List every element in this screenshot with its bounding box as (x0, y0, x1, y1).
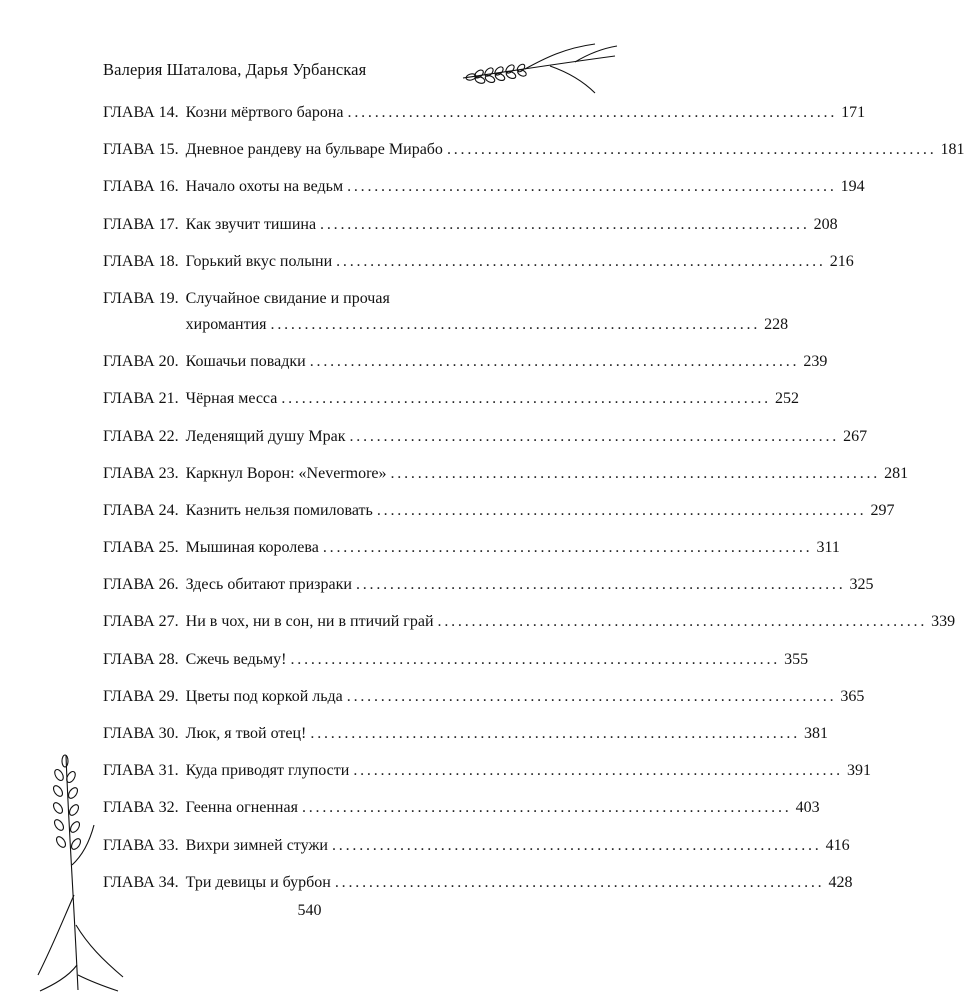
page-ref: 416 (825, 836, 850, 854)
chapter-title: Как звучит тишина (185, 215, 317, 233)
page-ref: 171 (841, 104, 866, 121)
dot-leader: ........................................................................ (332, 836, 822, 854)
lavender-sprig-icon (455, 38, 620, 98)
chapter-title: Чёрная месса (185, 390, 278, 408)
dot-leader: ........................................................................ (346, 687, 837, 705)
page-ref: 239 (803, 353, 828, 371)
page-ref: 267 (843, 427, 868, 445)
page-ref: 281 (884, 464, 909, 482)
dot-leader: ........................................................................ (334, 873, 825, 891)
chapter-title: Вихри зимней стужи (185, 836, 328, 854)
chapter-title: Здесь обитают призраки (185, 576, 352, 594)
chapter-number: ГЛАВА 15. (103, 141, 179, 159)
toc-entry[interactable] (103, 137, 965, 163)
toc-entry[interactable] (103, 212, 838, 238)
dot-leader: ........................................................................ (376, 501, 867, 519)
chapter-title: Начало охоты на ведьм (185, 178, 344, 196)
page-ref: 228 (764, 315, 789, 333)
page-ref: 252 (774, 390, 799, 408)
page-ref: 365 (840, 687, 865, 705)
toc-entry[interactable] (103, 249, 854, 275)
chapter-number: ГЛАВА 24. (103, 501, 179, 519)
dot-leader: ........................................................................ (347, 104, 838, 121)
chapter-number: ГЛАВА 19. (103, 289, 179, 307)
dot-leader: ........................................................................ (355, 576, 846, 594)
page-ref: 216 (829, 252, 854, 270)
page-ref: 355 (784, 650, 809, 668)
chapter-number: ГЛАВА 20. (103, 353, 179, 371)
chapter-number: ГЛАВА 27. (103, 613, 179, 631)
dot-leader: ........................................................................ (281, 390, 771, 408)
chapter-title: Казнить нельзя помиловать (185, 501, 373, 519)
toc-entry[interactable] (103, 647, 809, 673)
toc-entry[interactable] (103, 498, 895, 524)
toc-entry[interactable] (103, 535, 840, 561)
dot-leader: ........................................................................ (437, 613, 928, 631)
chapter-title: Козни мёртвого барона (185, 104, 344, 121)
chapter-number: ГЛАВА 33. (103, 836, 179, 854)
lavender-sprig-icon (28, 745, 128, 995)
chapter-title: Леденящий душу Мрак (185, 427, 346, 445)
chapter-number: ГЛАВА 28. (103, 650, 179, 668)
page-ref: 181 (940, 141, 965, 159)
toc-entry[interactable] (103, 833, 850, 859)
chapter-title: Цветы под коркой льда (185, 687, 343, 705)
page-number-footer (0, 902, 619, 920)
toc-entry[interactable] (103, 100, 866, 126)
chapter-title: Куда приводят глупости (185, 762, 350, 780)
dot-leader: ........................................................................ (310, 725, 800, 742)
chapter-title: Случайное свидание и прочая (185, 289, 390, 307)
toc-entry[interactable] (103, 609, 956, 635)
header-authors: Валерия Шаталова, Дарья Урбанская (103, 60, 367, 79)
dot-leader: ........................................................................ (290, 650, 781, 668)
chapter-title: Сжечь ведьму! (185, 650, 287, 668)
chapter-title: Кошачьи повадки (185, 353, 306, 371)
dot-leader: ........................................................................ (270, 315, 761, 333)
dot-leader: ........................................................................ (309, 353, 800, 371)
dot-leader: ........................................................................ (320, 215, 810, 233)
chapter-number: ГЛАВА 26. (103, 576, 179, 594)
page-ref: 297 (870, 501, 895, 519)
chapter-number: ГЛАВА 31. (103, 762, 179, 780)
chapter-title: Ни в чох, ни в сон, ни в птичий грай (185, 613, 434, 631)
dot-leader: ........................................................................ (347, 178, 837, 196)
chapter-title: Каркнул Ворон: «Nevermore» (185, 464, 387, 482)
toc-entry[interactable] (103, 174, 865, 200)
toc-entry[interactable] (103, 721, 828, 747)
chapter-number: ГЛАВА 21. (103, 390, 179, 408)
toc-entry[interactable] (103, 758, 871, 784)
toc-entry[interactable] (103, 386, 799, 412)
chapter-title-continued: хиромантия (185, 315, 267, 333)
toc-entry[interactable] (103, 870, 853, 896)
dot-leader: ........................................................................ (336, 252, 826, 270)
table-of-contents (103, 100, 965, 907)
chapter-title: Три девицы и бурбон (185, 873, 331, 891)
chapter-number: ГЛАВА 16. (103, 178, 179, 196)
chapter-number: ГЛАВА 22. (103, 427, 179, 445)
dot-leader: ........................................................................ (353, 762, 843, 780)
page-ref: 194 (840, 178, 865, 196)
page-ref: 428 (828, 873, 853, 891)
dot-leader: ........................................................................ (390, 464, 881, 482)
chapter-number: ГЛАВА 23. (103, 464, 179, 482)
toc-entry[interactable] (103, 795, 820, 821)
toc-entry[interactable] (103, 572, 874, 598)
chapter-number: ГЛАВА 30. (103, 725, 179, 742)
dot-leader: ........................................................................ (446, 141, 937, 159)
chapter-number: ГЛАВА 29. (103, 687, 179, 705)
dot-leader: ........................................................................ (301, 799, 792, 817)
toc-entry[interactable] (103, 286, 789, 338)
chapter-number: ГЛАВА 17. (103, 215, 179, 233)
toc-entry[interactable] (103, 461, 909, 487)
running-header (103, 60, 366, 80)
page-ref: 381 (804, 725, 828, 742)
page-ref: 325 (849, 576, 874, 594)
chapter-number: ГЛАВА 34. (103, 873, 179, 891)
page-number: 540 (297, 902, 322, 919)
page-ref: 311 (816, 539, 840, 557)
page-ref: 339 (931, 613, 956, 631)
dot-leader: ........................................................................ (349, 427, 840, 445)
dot-leader: ........................................................................ (322, 539, 813, 557)
toc-entry[interactable] (103, 349, 828, 375)
chapter-number: ГЛАВА 32. (103, 799, 179, 817)
chapter-title: Люк, я твой отец! (185, 725, 307, 742)
page-ref: 208 (813, 215, 838, 233)
toc-entry[interactable] (103, 684, 865, 710)
chapter-title: Мышиная королева (185, 539, 319, 557)
page-ref: 403 (795, 799, 820, 817)
chapter-number: ГЛАВА 25. (103, 539, 179, 557)
chapter-title: Геенна огненная (185, 799, 298, 817)
toc-entry[interactable] (103, 424, 868, 450)
page-ref: 391 (846, 762, 871, 780)
chapter-number: ГЛАВА 14. (103, 104, 179, 121)
chapter-number: ГЛАВА 18. (103, 252, 179, 270)
chapter-title: Горький вкус полыни (185, 252, 333, 270)
chapter-title: Дневное рандеву на бульваре Мирабо (185, 141, 443, 159)
